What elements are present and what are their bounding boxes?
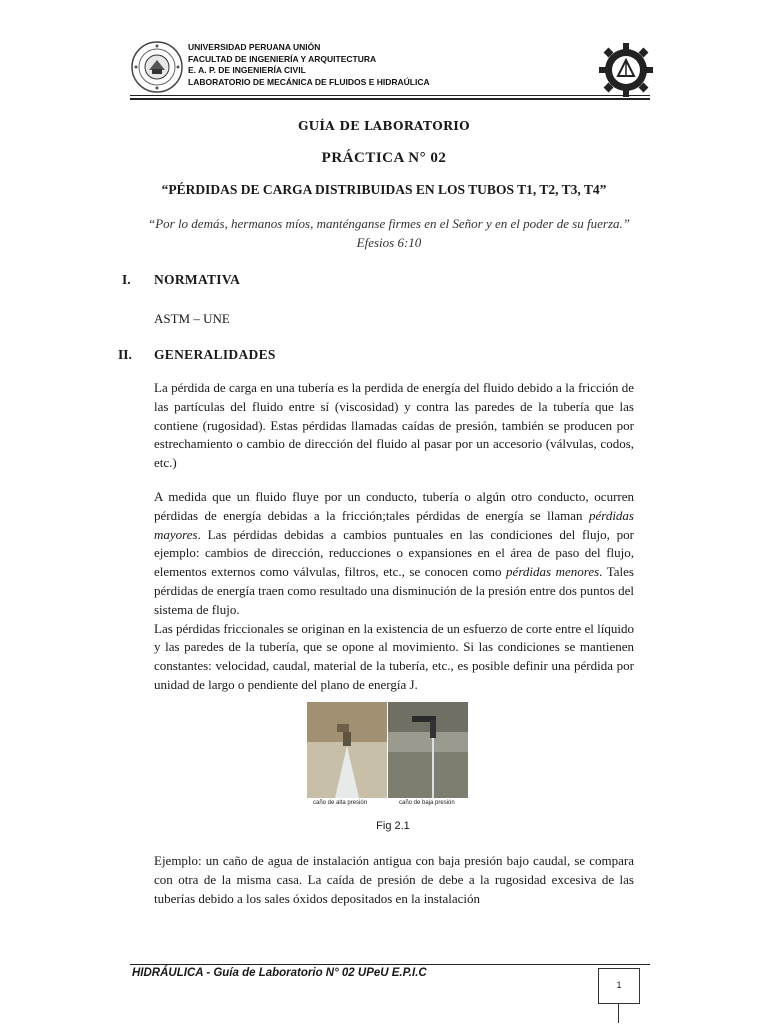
paragraph-2 xyxy=(154,488,634,695)
subject-title: “PÉRDIDAS DE CARGA DISTRIBUIDAS EN LOS TUBOS T1, T2, T3, T4” xyxy=(161,182,607,197)
civil-engineering-gear-icon xyxy=(598,42,654,98)
paragraph-4 xyxy=(154,852,634,908)
faucet-photos xyxy=(307,702,468,798)
header-text xyxy=(188,42,430,88)
figure-label-right: caño de baja presión xyxy=(399,800,455,806)
page-number: 1 xyxy=(616,980,622,990)
figure-label-left: caño de alta presión xyxy=(313,800,368,806)
header-line-lab: LABORATORIO DE MECÁNICA DE FLUIDOS E HIDRAÚLICA xyxy=(188,76,430,87)
footer-text: HIDRÁULICA - Guía de Laboratorio N° 02 UPeU E.P.I.C xyxy=(132,967,427,979)
normativa-body: ASTM – UNE xyxy=(154,311,230,326)
paragraph-3-text: Las pérdidas friccionales se originan en la existencia de un esfuerzo de corte entre el líquido y las paredes de la tubería, que se opone al movimiento. Si las condiciones se mantienen constantes: velocidad, caudal, material de la tubería, etc., es posible definir una pérdida por unidad de largo o pendiente del plano de energía J. xyxy=(154,620,634,692)
bible-quote-reference: Efesios 6:10 xyxy=(356,235,422,250)
section-title-normativa: NORMATIVA xyxy=(154,272,241,287)
bible-quote: “Por lo demás, hermanos míos, manténganse firmes en el Señor y en el poder de su fuerza.” xyxy=(147,216,631,231)
header-line-faculty: FACULTAD DE INGENIERÍA Y ARQUITECTURA xyxy=(188,53,377,64)
header-divider xyxy=(130,95,650,96)
paragraph-1 xyxy=(154,379,634,473)
p2-emphasis-menores: pérdidas menores xyxy=(506,564,600,580)
page-number-box xyxy=(598,968,640,1004)
figure-caption: Fig 2.1 xyxy=(376,820,410,832)
p2-part-a: A medida que un fluido fluye por un conducto, tubería o algún otro conducto, ocurren pérdidas de energía debidas a la fricción;tales pérdidas de energía se llaman xyxy=(154,489,634,523)
university-seal-icon xyxy=(130,40,184,94)
figure-photos xyxy=(307,702,468,808)
header-divider-2 xyxy=(130,98,650,100)
header-line-university: UNIVERSIDAD PERUANA UNIÓN xyxy=(188,42,321,52)
p2-part-c: . Las pérdidas debidas a cambios puntuales en las condiciones del flujo, por ejemplo: cambios de dirección, reducciones o expansiones en el área de paso del flujo, elementos externos como válvulas, filtros, etc., se conocen como xyxy=(154,526,634,580)
section-title-generalidades: GENERALIDADES xyxy=(154,347,276,362)
section-number-1: I. xyxy=(122,272,131,287)
page-number-tick xyxy=(618,1003,619,1023)
practice-title: PRÁCTICA N° 02 xyxy=(321,150,447,166)
paragraph-1-text: La pérdida de carga en una tubería es la perdida de energía del fluido debido a la fricción de las partículas del fluido entre sí (viscosidad) y contra las paredes de la tubería que las contiene (rugosidad). Estas pérdidas llamadas caídas de presión, también se producen por estrechamiento o cambio de dirección del fluido al pasar por un accesorio (válvulas, codos, etc.) xyxy=(154,380,634,471)
paragraph-2-text xyxy=(154,488,634,620)
p2-emphasis-mayores: pérdidas mayores xyxy=(154,507,634,542)
footer-divider xyxy=(130,964,650,965)
guide-title: GUÍA DE LABORATORIO xyxy=(298,119,470,133)
header-line-school: E. A. P. DE INGENIERÍA CIVIL xyxy=(188,65,306,75)
section-number-2: II. xyxy=(118,347,132,362)
p2-part-e: . Tales pérdidas de energía traen como resultado una disminución de la presión entre dos puntos del sistema de flujo. xyxy=(154,564,634,617)
paragraph-4-text: Ejemplo: un caño de agua de instalación antigua con baja presión bajo caudal, se compara con otra de la misma casa. La caída de presión de debe a la rugosidad excesiva de las tuberías debido a los sales óxidos depositados en la instalación xyxy=(154,853,634,906)
